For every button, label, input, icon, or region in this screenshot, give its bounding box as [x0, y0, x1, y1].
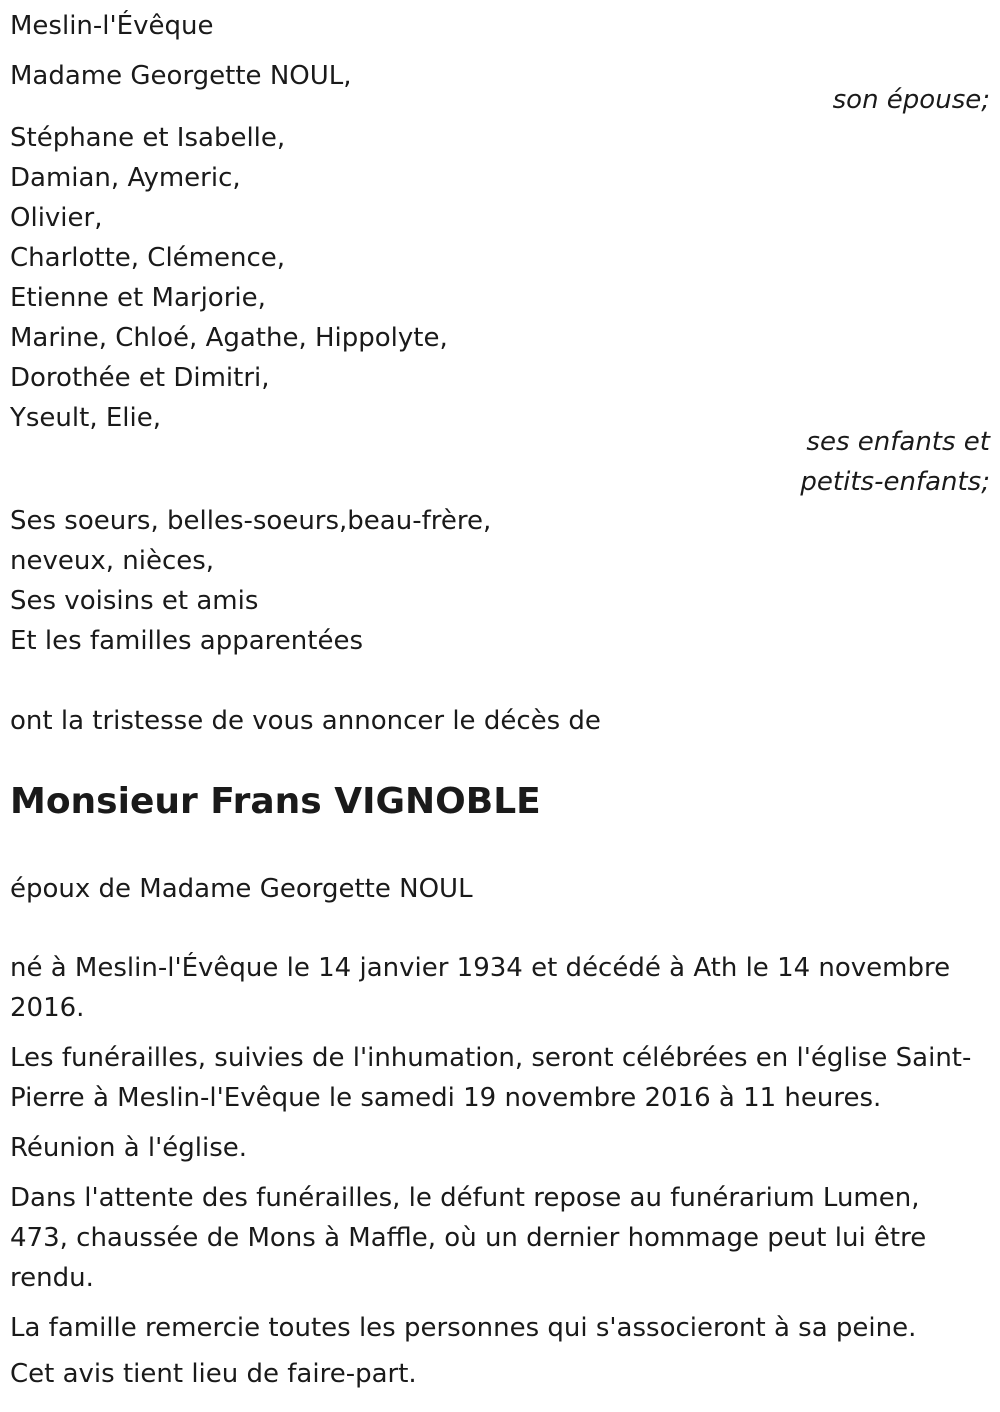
- notice-text: Cet avis tient lieu de faire-part.: [10, 1359, 417, 1389]
- details-block: [10, 948, 985, 1394]
- viewing-text: Dans l'attente des funérailles, le défunt repose au funérarium Lumen, 473, chaussée de Mons à Maffle, où un dernier hommage peut lui être rendu.: [10, 1183, 927, 1293]
- children-list: [10, 118, 448, 438]
- deceased-name: Monsieur Frans VIGNOBLE: [10, 781, 541, 822]
- list-item: Et les familles apparentées: [10, 626, 364, 656]
- children-role: [800, 422, 990, 502]
- list-item: Etienne et Marjorie,: [10, 283, 266, 313]
- list-item: Marine, Chloé, Agathe, Hippolyte,: [10, 323, 448, 353]
- birth-death-text: né à Meslin-l'Évêque le 14 janvier 1934 et décédé à Ath le 14 novembre 2016.: [10, 953, 951, 1023]
- list-item: Yseult, Elie,: [10, 403, 161, 433]
- list-item: Stéphane et Isabelle,: [10, 123, 286, 153]
- list-item: Damian, Aymeric,: [10, 163, 241, 193]
- list-item: Charlotte, Clémence,: [10, 243, 286, 273]
- funeral-text: Les funérailles, suivies de l'inhumation, seront célébrées en l'église Saint-Pierre à Meslin-l'Evêque le samedi 19 novembre 2016 à 11 heures.: [10, 1043, 972, 1113]
- list-item: Ses soeurs, belles-soeurs,beau-frère,: [10, 506, 492, 536]
- children-role-line: ses enfants et: [806, 427, 990, 457]
- list-item: Ses voisins et amis: [10, 586, 259, 616]
- meeting-text: Réunion à l'église.: [10, 1133, 248, 1163]
- spouse-name: Madame Georgette NOUL,: [10, 61, 352, 91]
- children-role-line: petits-enfants;: [800, 467, 990, 497]
- relatives-list: [10, 501, 491, 661]
- list-item: neveux, nièces,: [10, 546, 215, 576]
- announcement-text: ont la tristesse de vous annoncer le décès de: [10, 706, 601, 736]
- list-item: Olivier,: [10, 203, 103, 233]
- place-heading: Meslin-l'Évêque: [10, 11, 214, 41]
- spouse-role: son épouse;: [832, 85, 990, 115]
- list-item: Dorothée et Dimitri,: [10, 363, 270, 393]
- spouse-of-text: époux de Madame Georgette NOUL: [10, 874, 473, 904]
- thanks-text: La famille remercie toutes les personnes qui s'associeront à sa peine.: [10, 1313, 917, 1343]
